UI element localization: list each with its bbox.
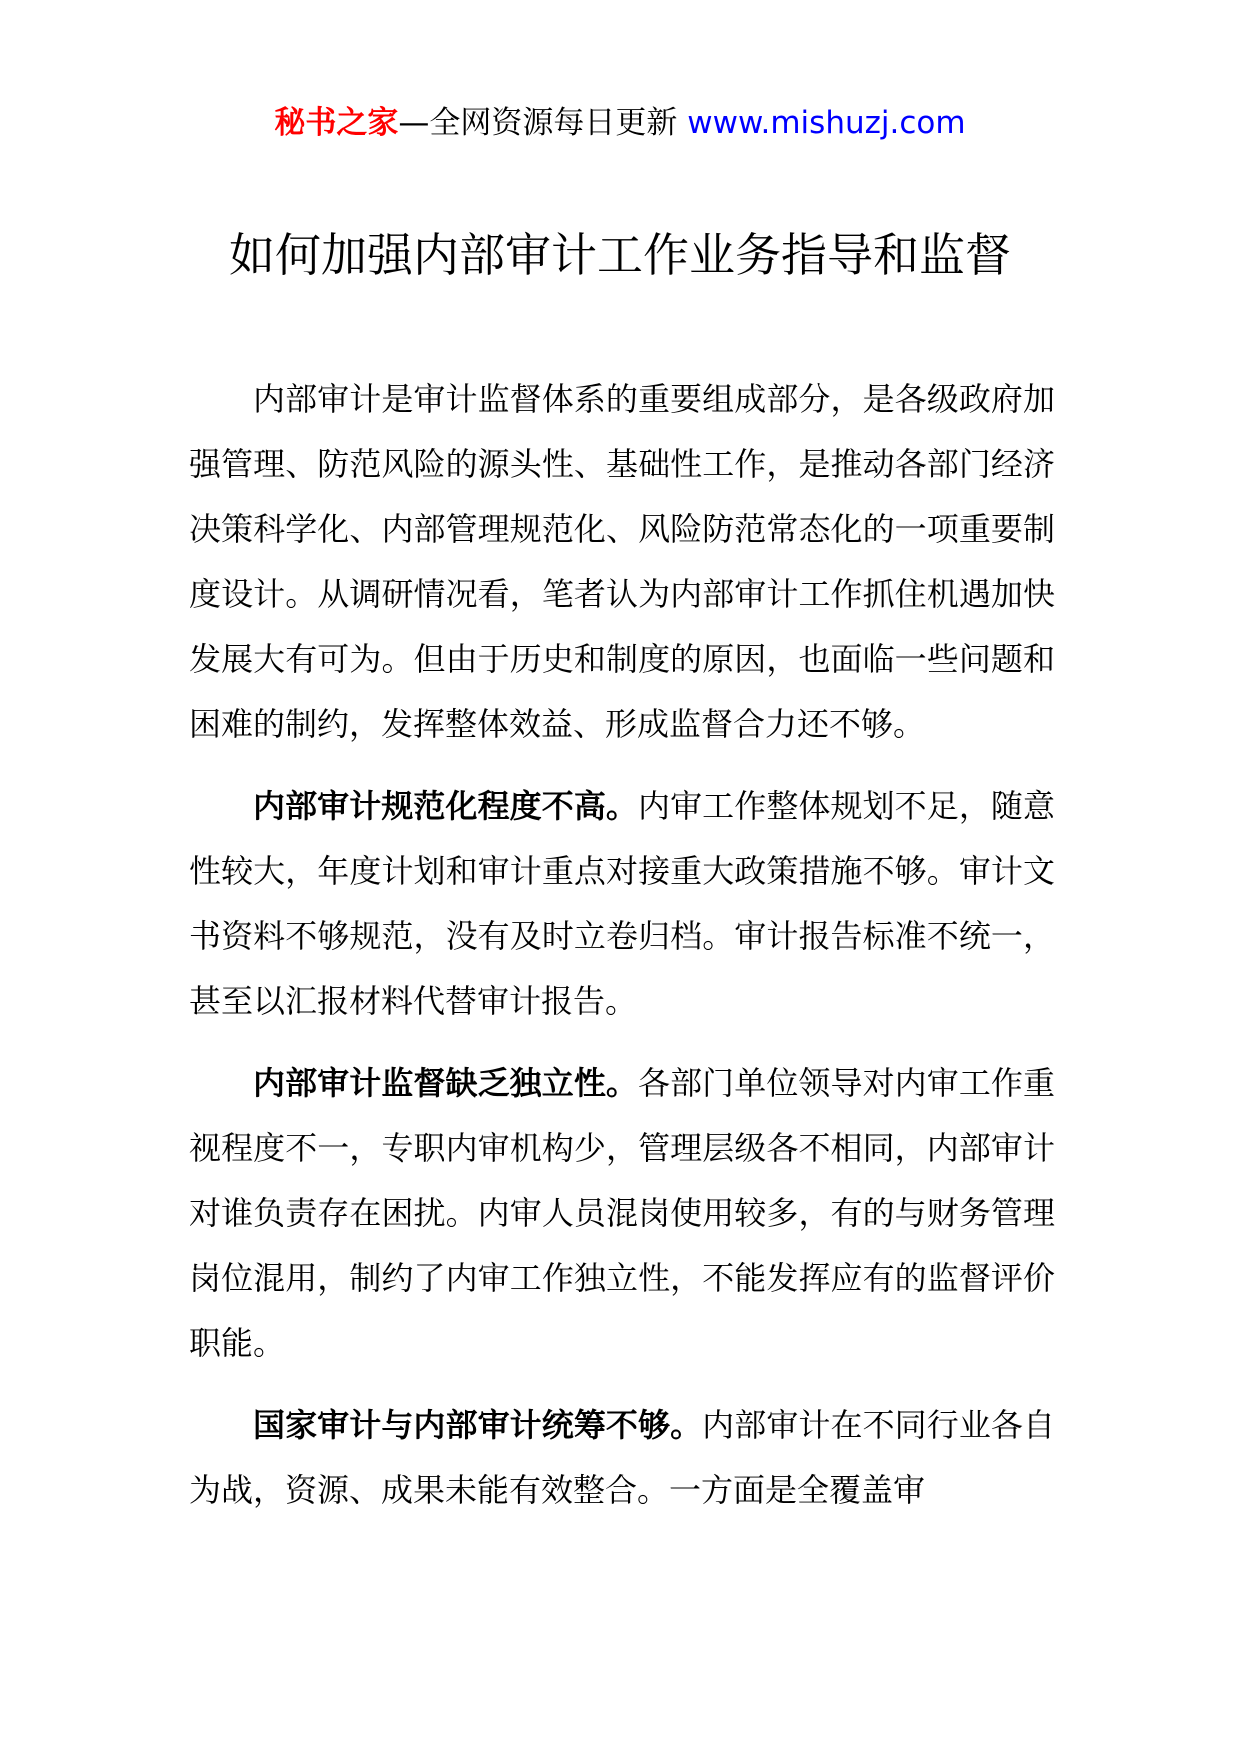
paragraph-intro [189,367,1055,757]
header-slogan: —全网资源每日更新 [398,105,688,141]
document-body [189,367,1055,1540]
paragraph-coordination [189,1393,1055,1523]
paragraph-text: 内审工作整体规划不足，随意性较大，年度计划和审计重点对接重大政策措施不够。审计文书资料不够规范，没有及时立卷归档。审计报告标准不统一，甚至以汇报材料代替审计报告。 [189,787,1055,1020]
paragraph-lead: 内部审计监督缺乏独立性。 [253,1064,638,1102]
site-header [0,98,1240,148]
paragraph-independence [189,1051,1055,1376]
paragraph-text: 各部门单位领导对内审工作重视程度不一，专职内审机构少，管理层级各不相同，内部审计对谁负责存在困扰。内审人员混岗使用较多，有的与财务管理岗位混用，制约了内审工作独立性，不能发挥应有的监督评价职能。 [189,1064,1055,1362]
site-url-link[interactable]: www.mishuzj.com [687,105,966,141]
paragraph-text: 内部审计是审计监督体系的重要组成部分，是各级政府加强管理、防范风险的源头性、基础性工作，是推动各部门经济决策科学化、内部管理规范化、风险防范常态化的一项重要制度设计。从调研情况看，笔者认为内部审计工作抓住机遇加快发展大有可为。但由于历史和制度的原因，也面临一些问题和困难的制约，发挥整体效益、形成监督合力还不够。 [189,380,1055,743]
brand-name: 秘书之家 [274,105,399,141]
paragraph-standardization [189,774,1055,1034]
paragraph-text: 内部审计在不同行业各自为战，资源、成果未能有效整合。一方面是全覆盖审 [189,1406,1055,1509]
document-title: 如何加强内部审计工作业务指导和监督 [229,228,1011,282]
paragraph-lead: 内部审计规范化程度不高。 [253,787,638,825]
paragraph-lead: 国家审计与内部审计统筹不够。 [253,1406,703,1444]
